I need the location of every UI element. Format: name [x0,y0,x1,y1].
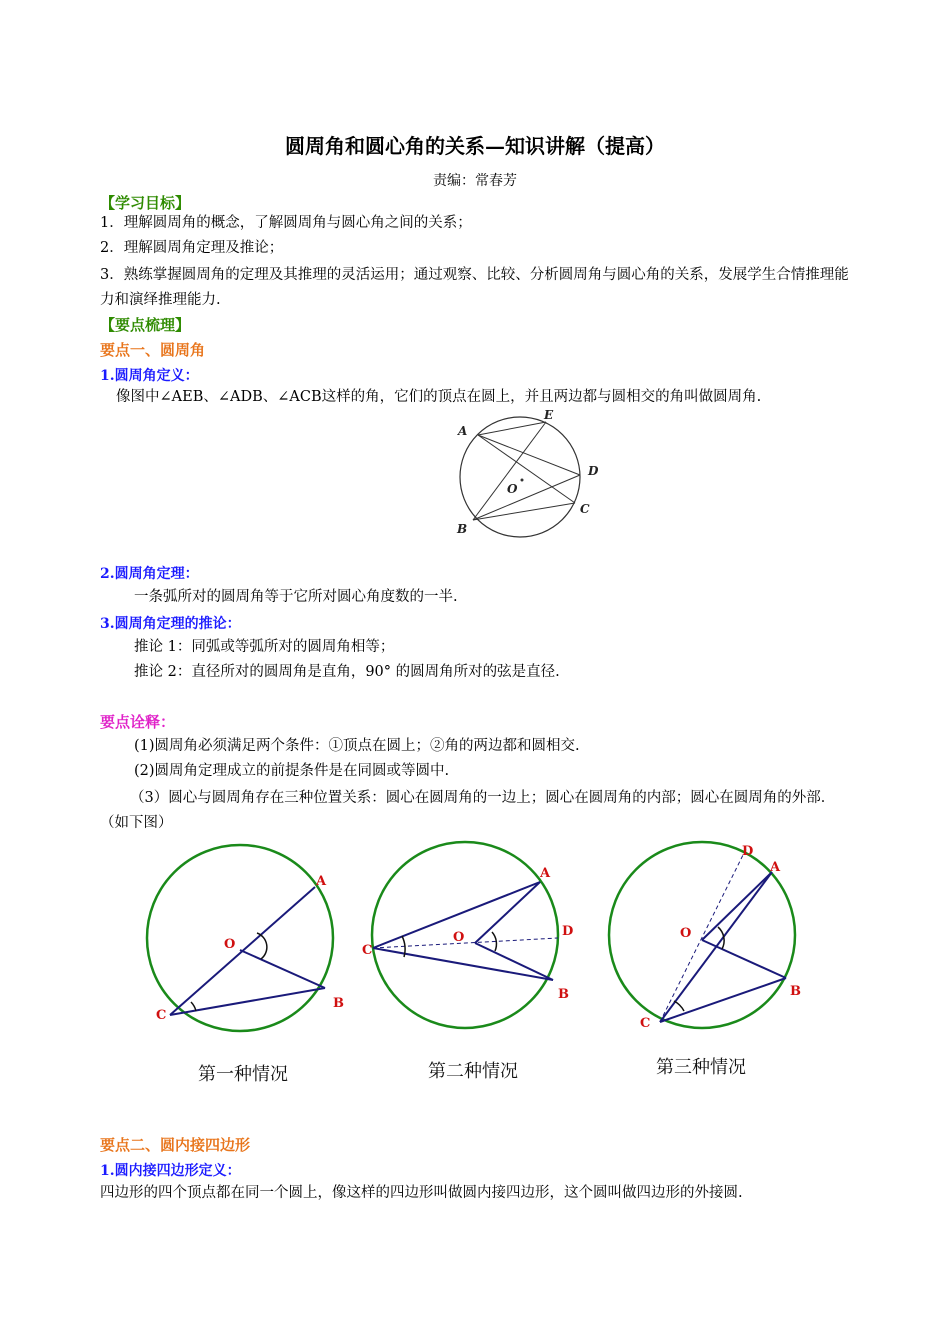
case-2-label-c: C [362,943,373,958]
case-1-cb [170,988,325,1015]
case-2-diagram [362,842,573,1082]
case-2-ao [475,882,540,943]
note-2: (2)圆周角定理成立的前提条件是在同圆或等圆中. [134,763,450,779]
chord-ad [478,435,580,475]
label-d: D [588,464,599,478]
notes-header: 要点诠释： [100,713,176,731]
case-2-label-o: O [453,930,465,945]
case-3-label-o: O [680,926,692,941]
label-c: C [580,502,590,516]
case-2-caption: 第二种情况 [428,1061,518,1082]
case-2-diameter [373,938,558,948]
case-3-circle [609,842,795,1028]
case-3-vertex-arc [674,1001,684,1011]
goal-item-2: 2．理解圆周角定理及推论； [100,240,284,256]
theorem-text: 一条弧所对的圆周角等于它所对圆心角度数的一半. [134,589,458,605]
editor-credit: 责编：常春芳 [433,173,517,189]
case-1-label-c: C [156,1008,167,1023]
page-title: 圆周角和圆心角的关系—知识讲解（提高） [285,134,665,158]
case-1-label-o: O [224,937,236,952]
case-2-label-a: A [540,866,551,881]
case-1-label-a: A [316,874,327,889]
case-3-caption: 第三种情况 [656,1057,746,1078]
label-o: O [507,482,518,496]
case-2-circle [372,842,558,1028]
chord-bd [473,475,580,520]
label-a: A [458,424,468,438]
summary-header: 【要点梳理】 [100,316,191,334]
chord-bc [473,503,575,520]
case-3-label-d: D [742,844,754,859]
case-1-ob [240,950,325,988]
case-1-label-b: B [333,996,344,1011]
case-3-ao [702,872,772,940]
case-3-diagram [609,842,801,1078]
note-3: （3）圆心与圆周角存在三种位置关系：圆心在圆周角的一边上；圆心在圆周角的内部；圆心在圆周角的外部．（如下图） [100,790,836,831]
goal-item-3: 3．熟练掌握圆周角的定理及其推理的灵活运用；通过观察、比较、分析圆周角与圆心角的关系，发展学生合情推理能力和演绎推理能力. [100,267,849,308]
inscribed-angle-figure [440,405,610,545]
chord-be [473,422,546,520]
case-1-caption: 第一种情况 [198,1064,288,1085]
chord-ac [478,435,575,503]
three-cases-figure [140,835,840,1095]
theorem-title: 2.圆周角定理： [100,566,199,582]
label-b: B [457,522,468,536]
definition-title: 1.圆周角定义： [100,368,199,384]
goals-header: 【学习目标】 [100,194,191,212]
case-2-label-d: D [562,924,574,939]
corollary-2: 推论 2：直径所对的圆周角是直角，90° 的圆周角所对的弦是直径. [134,664,560,680]
case-1-diagram [147,845,344,1085]
case-3-label-b: B [790,984,801,999]
case-2-cb [373,948,553,980]
label-e: E [544,408,554,422]
case-3-center-arc [718,927,724,949]
case-3-label-c: C [640,1016,651,1031]
quad-definition-title: 1.圆内接四边形定义： [100,1163,241,1179]
case-1-vertex-arc [191,1002,196,1011]
case-2-ob [475,943,553,980]
corollary-title: 3.圆周角定理的推论： [100,616,241,632]
definition-text: 像图中∠AEB、∠ADB、∠ACB这样的角，它们的顶点在圆上，并且两边都与圆相交的角叫做圆周角. [116,389,762,405]
point1-header: 要点一、圆周角 [100,341,206,359]
case-3-ob [702,940,786,978]
note-1: (1)圆周角必须满足两个条件：①顶点在圆上；②角的两边都和圆相交. [134,738,580,754]
case-3-label-a: A [770,860,781,875]
quad-definition-text: 四边形的四个顶点都在同一个圆上，像这样的四边形叫做圆内接四边形，这个圆叫做四边形的外接圆. [100,1185,743,1201]
case-2-label-b: B [558,987,569,1002]
corollary-1: 推论 1：同弧或等弧所对的圆周角相等； [134,639,395,655]
goal-item-1: 1．理解圆周角的概念，了解圆周角与圆心角之间的关系； [100,215,472,231]
point2-header: 要点二、圆内接四边形 [100,1136,251,1154]
chord-ae [478,422,546,435]
center-dot [521,479,524,482]
